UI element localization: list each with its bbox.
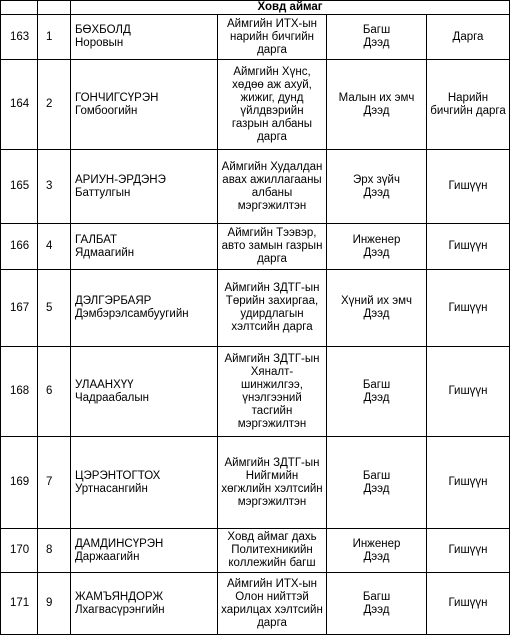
member-education: [327, 15, 427, 60]
row-sequence: 7: [38, 437, 71, 529]
education-level: Дээд: [363, 603, 390, 616]
member-name: [71, 573, 218, 635]
member-family-name: Норовын: [75, 37, 124, 49]
education-profession: Инженер: [352, 537, 401, 550]
table-row: [1, 60, 510, 150]
member-family-name: Даржаагийн: [75, 550, 140, 563]
member-family-name: Дэмбэрэлсамбуугийн: [75, 308, 189, 320]
row-number: 170: [1, 529, 38, 573]
member-education: [327, 224, 427, 270]
member-education: [327, 347, 427, 437]
row-sequence: 8: [38, 529, 71, 573]
table-row: [1, 15, 510, 60]
member-position: Аймгийн ЗДТГ-ын Хяналт-шинжилгээ, үнэлгээний тасгийн мэргэжилтэн: [218, 347, 327, 437]
education-profession: Багш: [362, 469, 391, 482]
member-education: [327, 150, 427, 224]
row-number: 168: [1, 347, 38, 437]
member-name: [71, 437, 218, 529]
member-rank: Гишүүн: [427, 270, 510, 347]
education-level: Дээд: [363, 104, 390, 117]
row-sequence: 1: [38, 15, 71, 60]
member-rank: Гишүүн: [427, 573, 510, 635]
education-level: Дээд: [363, 308, 390, 320]
member-family-name: Гомбоогийн: [75, 104, 138, 117]
empty-header-cell: [38, 1, 71, 15]
education-level: Дээд: [363, 37, 390, 49]
member-given-name: ГАЛБАТ: [75, 233, 118, 246]
member-position: Аймгийн Тээвэр, авто замын газрын дарга: [218, 224, 327, 270]
member-rank: Дарга: [427, 15, 510, 60]
row-sequence: 4: [38, 224, 71, 270]
row-sequence: 9: [38, 573, 71, 635]
row-number: 163: [1, 15, 38, 60]
member-name: [71, 150, 218, 224]
member-position: Аймгийн ИТХ-ын нарийн бичгийн дарга: [218, 15, 327, 60]
education-profession: Хүний их эмч: [341, 295, 412, 307]
education-profession: Багш: [362, 24, 391, 36]
member-family-name: Чадраабалын: [75, 391, 150, 404]
member-family-name: Уртнасангийн: [75, 482, 148, 495]
table-title: Ховд аймаг: [71, 1, 510, 15]
education-profession: Малын их эмч: [338, 91, 415, 104]
member-family-name: Баттулгын: [75, 186, 131, 199]
table-row: [1, 150, 510, 224]
row-sequence: 5: [38, 270, 71, 347]
member-name: [71, 224, 218, 270]
member-education: [327, 60, 427, 150]
row-sequence: 3: [38, 150, 71, 224]
member-given-name: БӨХБОЛД: [75, 24, 131, 36]
row-number: 169: [1, 437, 38, 529]
education-level: Дээд: [363, 186, 390, 199]
member-education: [327, 573, 427, 635]
member-position: Аймгийн ЗДТГ-ын Нийгмийн хөгжлийн хэлтсийн мэргэжилтэн: [218, 437, 327, 529]
member-position: Аймгийн Худалдан авах ажиллагааны албаны мэргэжилтэн: [218, 150, 327, 224]
row-number: 165: [1, 150, 38, 224]
member-given-name: ДАМДИНСҮРЭН: [75, 537, 164, 550]
education-profession: Багш: [362, 590, 391, 603]
member-name: [71, 270, 218, 347]
table-row: [1, 573, 510, 635]
row-number: 171: [1, 573, 38, 635]
member-given-name: ДЭЛГЭРБАЯР: [75, 295, 152, 307]
education-level: Дээд: [363, 391, 390, 404]
empty-header-cell: [1, 1, 38, 15]
member-name: [71, 60, 218, 150]
member-education: [327, 529, 427, 573]
member-education: [327, 270, 427, 347]
table-row: [1, 270, 510, 347]
member-position: Аймгийн ИТХ-ын Олон нийттэй харилцах хэлтсийн дарга: [218, 573, 327, 635]
member-position: Ховд аймаг дахь Политехникийн коллежийн багш: [218, 529, 327, 573]
row-sequence: 6: [38, 347, 71, 437]
member-position: Аймгийн Хүнс, хөдөө аж ахуй, жижиг, дунд үйлдвэрийн газрын албаны дарга: [218, 60, 327, 150]
member-given-name: УЛААНХҮҮ: [75, 378, 134, 391]
education-level: Дээд: [363, 550, 390, 563]
member-rank: Нарийн бичгийн дарга: [427, 60, 510, 150]
member-rank: Гишүүн: [427, 150, 510, 224]
table-row: [1, 224, 510, 270]
member-position: Аймгийн ЗДТГ-ын Төрийн захиргаа, удирдлагын хэлтсийн дарга: [218, 270, 327, 347]
member-name: [71, 529, 218, 573]
education-profession: Багш: [362, 378, 391, 391]
table-row: [1, 437, 510, 529]
education-level: Дээд: [363, 482, 390, 495]
member-name: [71, 15, 218, 60]
row-number: 166: [1, 224, 38, 270]
table-row: [1, 347, 510, 437]
row-number: 164: [1, 60, 38, 150]
member-rank: Гишүүн: [427, 224, 510, 270]
member-family-name: Лхагвасүрэнгийн: [75, 603, 165, 616]
member-given-name: АРИУН-ЭРДЭНЭ: [75, 173, 166, 186]
member-given-name: ГОНЧИГСҮРЭН: [75, 91, 159, 104]
education-profession: Инженер: [352, 233, 401, 246]
member-rank: Гишүүн: [427, 529, 510, 573]
title-row: [1, 1, 510, 15]
member-name: [71, 347, 218, 437]
member-education: [327, 437, 427, 529]
row-number: 167: [1, 270, 38, 347]
member-given-name: ЦЭРЭНТОГТОХ: [75, 469, 161, 482]
member-given-name: ЖАМЪЯНДОРЖ: [75, 590, 164, 603]
row-sequence: 2: [38, 60, 71, 150]
education-level: Дээд: [363, 246, 390, 259]
member-family-name: Ядмаагийн: [75, 246, 135, 259]
table-row: [1, 529, 510, 573]
member-rank: Гишүүн: [427, 347, 510, 437]
member-rank: Гишүүн: [427, 437, 510, 529]
education-profession: Эрх зүйч: [353, 173, 400, 186]
